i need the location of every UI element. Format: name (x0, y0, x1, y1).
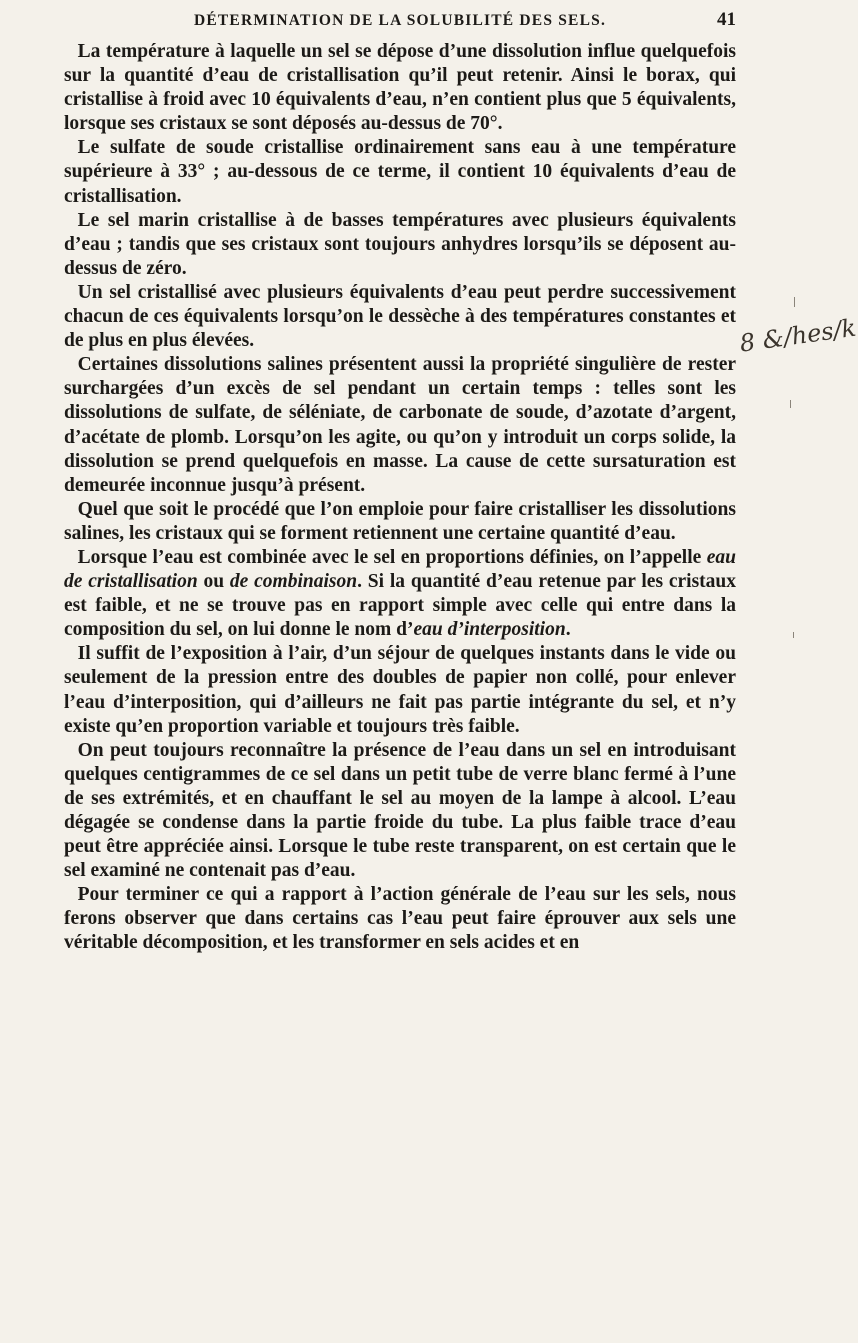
paragraph-eau-d-interposition: Il suffit de l’exposition à l’air, d’un séjour de quelques instants dans le vide ou seulement de la pression entre des doubles de papier non collé, pour enlever l’eau d’interposition, qui d’ailleurs ne fait pas partie intégrante du sel, et n’y existe qu’en proportion variable et toujours très faible. (64, 643, 736, 737)
text-run: . (565, 619, 571, 641)
paragraph-sulfate-de-soude: Le sulfate de soude cristallise ordinairement sans eau à une température supérieure à 33° ; au-dessous de ce terme, il contient 10 équivalents d’eau de cristallisation. (64, 137, 736, 207)
page-header (64, 8, 736, 36)
page-number: 41 (717, 9, 736, 30)
paragraph-decomposition: Pour terminer ce qui a rapport à l’action générale de l’eau sur les sels, nous ferons observer que dans certains cas l’eau peut faire éprouver aux sels une véritable décomposition, et les transformer en sels acides et en (64, 884, 736, 954)
text-run: Lorsque l’eau est combinée avec le sel en proportions définies, on l’appelle (77, 546, 707, 568)
paragraph-tube-de-verre: On peut toujours reconnaître la présence de l’eau dans un sel en introduisant quelques centigrammes de ce sel dans un petit tube de verre blanc fermé à l’une de ses extrémités, et en chauffant le sel au moyen de la lampe à alcool. L’eau dégagée se condense dans la partie froide du tube. La plus faible trace d’eau peut être appréciée ainsi. Lorsque le tube reste transparent, on est certain que le sel examiné ne contenait pas d’eau. (64, 739, 736, 882)
paragraph-eau-de-cristallisation (64, 546, 736, 642)
body-text (64, 40, 736, 956)
text-run: . Si la quantité d’eau retenue par les cristaux est faible, et ne se trouve pas en rapport simple avec celle qui entre dans la composition du sel, on lui donne le nom d’ (64, 571, 737, 641)
margin-mark (794, 297, 795, 307)
running-title: DÉTERMINATION DE LA SOLUBILITÉ DES SELS. (193, 12, 607, 29)
handwritten-margin-note (738, 313, 858, 378)
text-run: ou (197, 571, 230, 593)
margin-mark (790, 400, 791, 408)
term-eau-d-interposition: eau d’interposition (413, 619, 566, 641)
term-de-combinaison: de combinaison (229, 571, 358, 593)
paragraph-sel-marin: Le sel marin cristallise à de basses températures avec plusieurs équivalents d’eau ; tandis que ses cristaux sont toujours anhydres lorsqu’ils se déposent au-dessus de zéro. (64, 209, 736, 279)
handwriting-text: 8 &/hes/k (738, 313, 858, 358)
paragraph-equivalents: Un sel cristallisé avec plusieurs équivalents d’eau peut perdre successivement chacun de ces équivalents lorsqu’on le dessèche à des températures constantes et de plus en plus élevées. (64, 281, 736, 352)
paragraph-procede: Quel que soit le procédé que l’on emploie pour faire cristalliser les dissolutions salines, les cristaux qui se forment retiennent une certaine quantité d’eau. (64, 498, 736, 544)
paragraph-sursaturation: Certaines dissolutions salines présentent aussi la propriété singulière de rester surchargées d’un excès de sel pendant un certain temps : telles sont les dissolutions de sulfate, de séléniate, de carbonate de soude, d’azotate d’argent, d’acétate de plomb. Lorsqu’on les agite, ou qu’on y introduit un corps solide, la dissolution se prend quelquefois en masse. La cause de cette sursaturation est demeurée inconnue jusqu’à présent. (64, 354, 736, 496)
term-eau-de-cristallisation: eau de cristallisation (64, 546, 736, 593)
margin-mark (793, 632, 794, 638)
paragraph-borax: La température à laquelle un sel se dépose d’une dissolution influe quelquefois sur la quantité d’eau de cristallisation qu’il peut retenir. Ainsi le borax, qui cristallise à froid avec 10 équivalents d’eau, n’en contient plus que 5 équivalents, lorsque ses cristaux se sont déposés au-dessus de 70°. (64, 41, 736, 135)
